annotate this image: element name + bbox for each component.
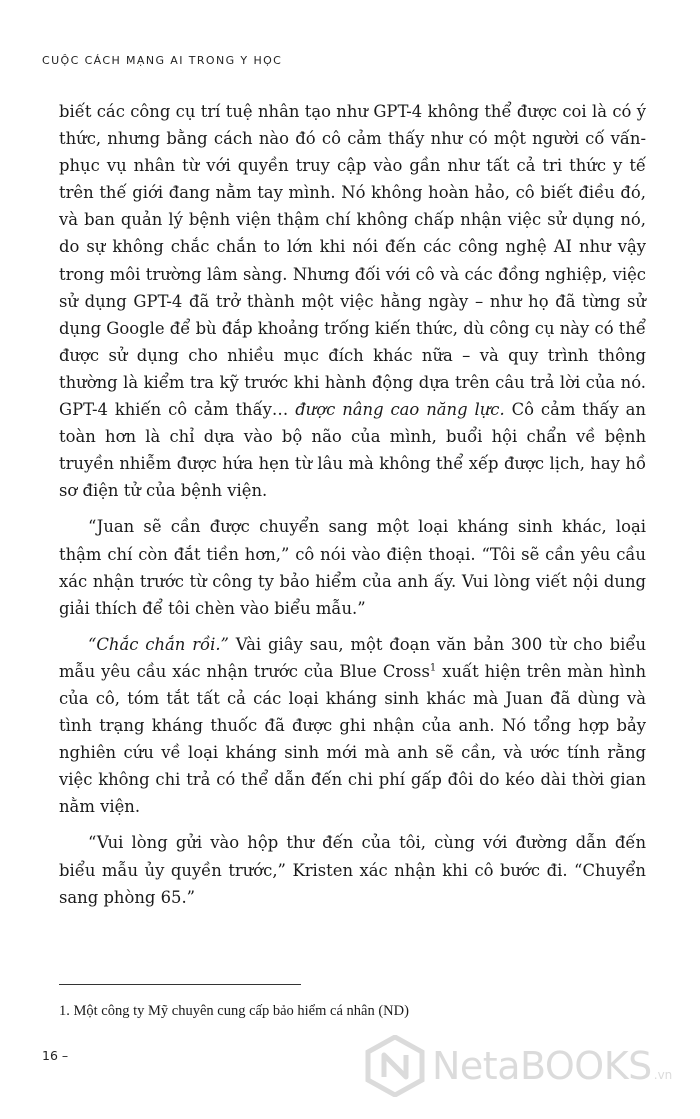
paragraph-text: Vài giây sau, một đoạn văn bản 300 từ cho biểu mẫu yêu cầu xác nhận trước của Blue Cross [59,634,647,681]
footnote: 1. Một công ty Mỹ chuyên cung cấp bảo hiểm cá nhân (ND) [59,1003,409,1019]
emphasis-text: được nâng cao năng lực. [295,400,505,420]
paragraph: “Juan sẽ cần được chuyển sang một loại kháng sinh khác, loại thậm chí còn đắt tiền hơn,” cô nói vào điện thoại. “Tôi sẽ cần yêu cầu xác nhận trước từ công ty bảo hiểm của anh ấy. Vui lòng viết nội dung giải thích để tôi chèn vào biểu mẫu.” [59,517,646,618]
watermark-suffix: .vn [653,1068,673,1082]
paragraph-text: Cô cảm thấy an toàn hơn là chỉ dựa vào bộ não của mình, buổi hội chẩn về bệnh truyền nhiễm được hứa hẹn từ lâu mà không thể xếp được lịch, hay hồ sơ điện tử của bệnh viện. [59,400,646,501]
paragraph-text: xuất hiện trên màn hình của cô, tóm tắt tất cả các loại kháng sinh khác mà Juan đã dùng và tình trạng kháng thuốc đã được ghi nhận của anh. Nó tổng hợp bảy nghiên cứu về loại kháng sinh mới mà anh sẽ cần, và ước tính rằng việc không chi trả có thể dẫn đến chi phí gấp đôi do kéo dài thời gian nằm viện. [59,661,646,817]
body-text [59,98,646,911]
running-title: CUỘC CÁCH MẠNG AI TRONG Y HỌC [42,54,283,67]
watermark-text: NetaBOOKS [432,1044,652,1088]
page-number: 16 – [42,1048,69,1063]
paragraph [59,98,646,504]
paragraph-text: biết các công cụ trí tuệ nhân tạo như GPT-4 không thể được coi là có ý thức, nhưng bằng cách nào đó cô cảm thấy như có một người cố vấn-phục vụ nhân từ với quyền truy cập vào gần như tất cả tri thức y tế trên thế giới đang nằm tay mình. Nó không hoàn hảo, cô biết điều đó, và ban quản lý bệnh viện thậm chí không chấp nhận việc sử dụng nó, do sự không chắc chắn to lớn khi nói đến các công nghệ AI như vậy trong môi trường lâm sàng. Nhưng đối với cô và các đồng nghiệp, việc sử dụng GPT-4 đã trở thành một việc hằng ngày – như họ đã từng sử dụng Google để bù đắp khoảng trống kiến thức, dù công cụ này có thể được sử dụng cho nhiều mục đích khác nữa – và quy trình thông thường là kiểm tra kỹ trước khi hành động dựa trên câu trả lời của nó. GPT-4 khiến cô cảm thấy… [59,102,647,420]
n-logo-icon [364,1035,426,1097]
publisher-watermark [364,1030,694,1102]
footnote-marker[interactable]: 1 [429,662,437,674]
footnote-divider [59,984,301,985]
paragraph [59,631,646,821]
emphasis-text: “Chắc chắn rồi.” [88,634,229,654]
paragraph: “Vui lòng gửi vào hộp thư đến của tôi, cùng với đường dẫn đến biểu mẫu ủy quyền trước,” Kristen xác nhận khi cô bước đi. “Chuyển sang phòng 65.” [59,833,646,907]
